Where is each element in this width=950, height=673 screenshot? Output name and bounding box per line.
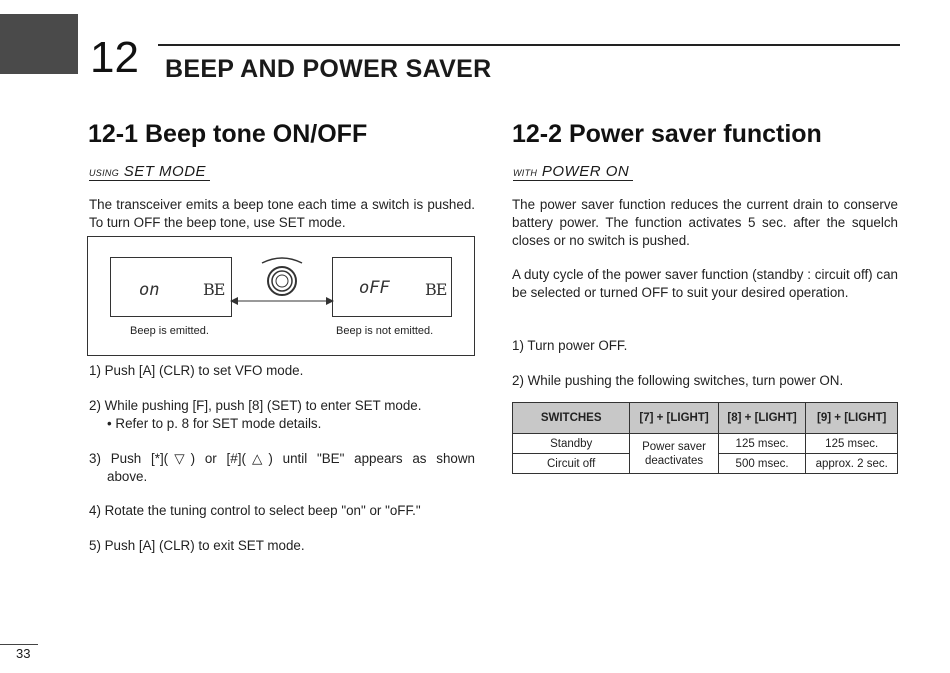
beep-step-3: 3) Push [*](▽) or [#](△) until "BE" appears as shown	[89, 451, 475, 466]
caption-beep-on: Beep is emitted.	[130, 325, 209, 337]
beep-step-5: 5) Push [A] (CLR) to exit SET mode.	[89, 538, 305, 553]
table-header: SWITCHES	[513, 403, 630, 434]
mode-name: SET MODE	[123, 163, 207, 180]
table-header: [7] + [LIGHT]	[630, 403, 718, 434]
duty-cycle-text: A duty cycle of the power saver function (standby : circuit off) can be selected or turned OFF to suit your desired operation.	[512, 267, 898, 300]
chapter-tab-marker	[0, 14, 78, 74]
table-cell: Circuit off	[513, 454, 630, 474]
table-cell: Standby	[513, 434, 630, 454]
table-cell: Power saver deactivates	[630, 434, 718, 474]
table-header-row	[513, 403, 898, 434]
lcd-value-off: oFF	[359, 278, 390, 298]
power-step-1: 1) Turn power OFF.	[512, 338, 628, 353]
mode-label-power-on	[513, 163, 633, 181]
table-row	[513, 434, 898, 454]
chapter-number: 12	[90, 33, 139, 82]
beep-step-2-note: • Refer to p. 8 for SET mode details.	[107, 416, 322, 431]
table-cell: 125 msec.	[806, 434, 898, 454]
lcd-display-off	[332, 257, 452, 317]
chapter-title: BEEP AND POWER SAVER	[165, 55, 492, 83]
lcd-display-on	[110, 257, 232, 317]
lcd-value-on: on	[139, 280, 160, 300]
duty-cycle-table	[512, 402, 898, 474]
beep-step-4: 4) Rotate the tuning control to select beep "on" or "oFF."	[89, 503, 421, 518]
table-cell: 500 msec.	[718, 454, 806, 474]
beep-step-2: 2) While pushing [F], push [8] (SET) to enter SET mode.	[89, 398, 422, 413]
header-rule	[158, 44, 900, 46]
table-cell: 125 msec.	[718, 434, 806, 454]
beep-step-1: 1) Push [A] (CLR) to set VFO mode.	[89, 363, 304, 378]
power-step-2: 2) While pushing the following switches, turn power ON.	[512, 373, 844, 388]
page-number: 33	[16, 646, 31, 661]
table-header: [9] + [LIGHT]	[806, 403, 898, 434]
caption-beep-off: Beep is not emitted.	[336, 325, 434, 337]
table-cell: approx. 2 sec.	[806, 454, 898, 474]
section-title-power-saver: 12-2 Power saver function	[512, 120, 822, 148]
lcd-be-label: BE	[203, 280, 225, 299]
power-saver-intro: The power saver function reduces the current drain to conserve battery power. The function activates 5 sec. after the squelch closes or no switch is pushed.	[512, 197, 898, 248]
lcd-be-label: BE	[425, 280, 447, 299]
mode-label-set	[89, 163, 210, 181]
mode-name: POWER ON	[541, 163, 630, 180]
beep-intro-text: The transceiver emits a beep tone each time a switch is pushed. To turn OFF the beep tone, use SET mode.	[89, 197, 475, 230]
table-header: [8] + [LIGHT]	[718, 403, 806, 434]
mode-prefix: USING	[89, 168, 120, 178]
section-title-beep: 12-1 Beep tone ON/OFF	[88, 120, 368, 148]
beep-step-3-cont: above.	[107, 469, 148, 484]
mode-prefix: WITH	[513, 168, 538, 178]
tuning-knob-icon	[230, 251, 334, 311]
page-number-rule	[0, 644, 38, 645]
beep-display-figure	[87, 236, 475, 356]
